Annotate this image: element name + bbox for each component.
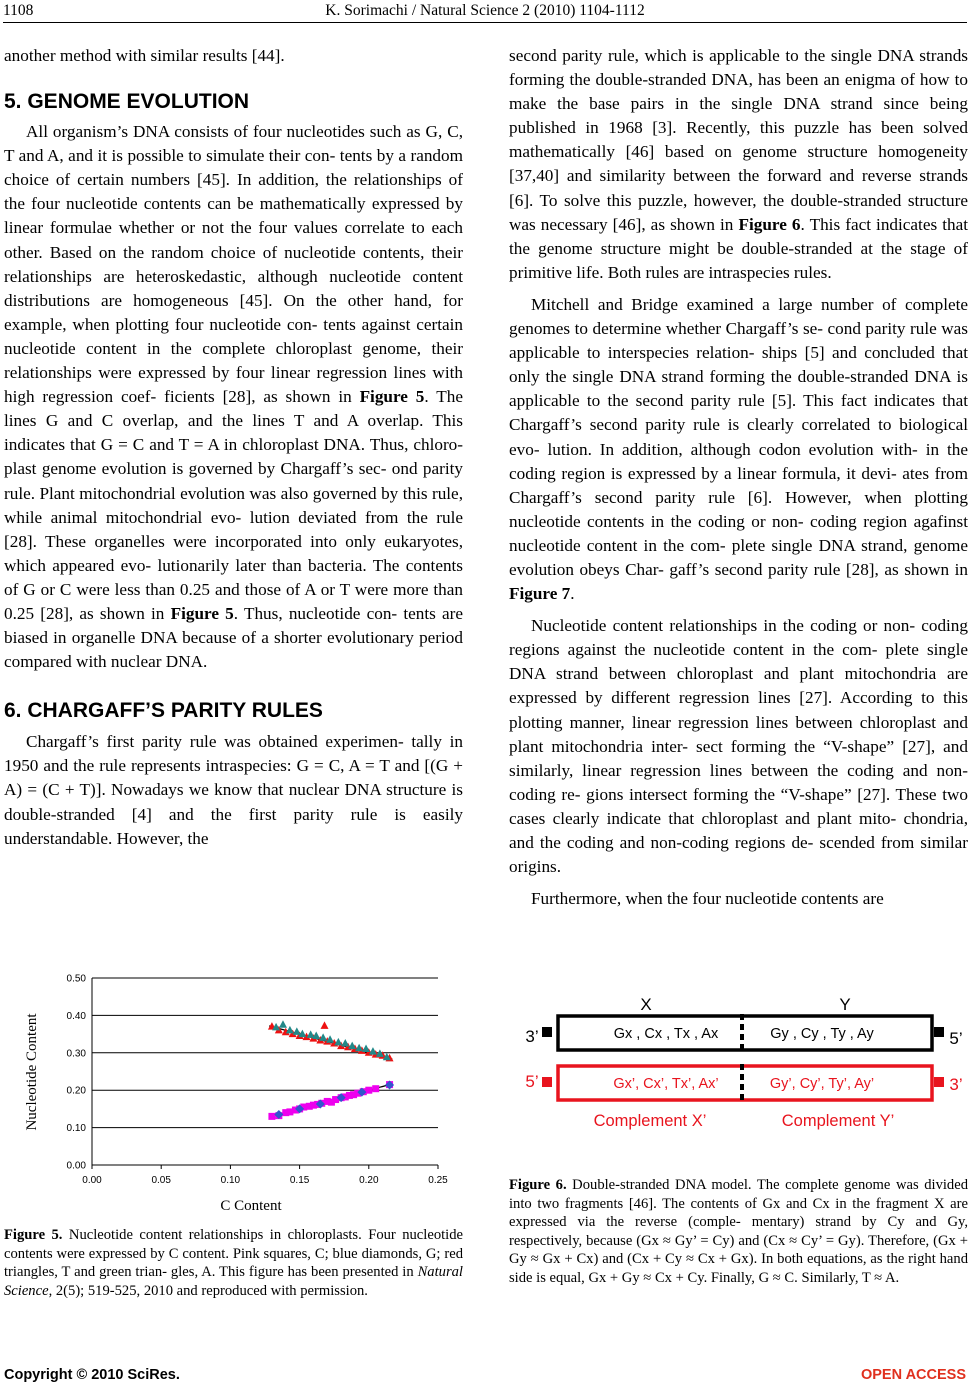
top-left-contents: Gx , Cx , Tx , Ax [613,1026,719,1042]
chart-y-axis-label: Nucleotide Content [24,1013,40,1131]
figure-5-ref[interactable]: Figure 5 [359,387,425,407]
chart-y-tick-label: 0.50 [66,973,86,985]
chart-y-tick-label: 0.00 [66,1160,86,1172]
paragraph-v-shape: Nucleotide content relationships in the coding or non- coding regions against the nucleotide content in the com- plete single DNA strand between chloroplast and plant mitochondria are expressed by different regression lines [27]. According to this plotting manner, linear regression lines between chloroplast and plant mitochondria inter- sect forming the “V-shape” [27], and similarly, linear regression lines between the coding and non-coding re- gions intersect forming the “V-shape” [27]. These two cases clearly indicate that chloroplast and plant mito- chondria, and the coding and non-coding regions de- scended from similar origins. [509,616,968,877]
chart-point-square [268,1113,275,1120]
top-left-end-label: 3’ [525,1027,539,1046]
chart-point-triangle [286,1026,294,1034]
bottom-right-contents: Gy’, Cy’, Ty’, Ay’ [769,1076,875,1092]
top-left-end-marker [542,1027,552,1037]
figure-7-ref[interactable]: Figure 7 [509,584,571,604]
chart-point-triangle [321,1021,329,1028]
chart-x-tick-label: 0.10 [220,1175,241,1186]
running-header [0,2,970,22]
open-access-badge: OPEN ACCESS [860,1367,966,1383]
top-right-end-marker [934,1027,944,1037]
bottom-left-contents: Gx’, Cx’, Tx’, Ax’ [613,1076,719,1092]
paragraph-genome-evolution: All organism’s DNA consists of four nucleotides such as G, C, T and A, and it is possible to simulate their con- tents by a random choice of certain numbers [45]. In addition, the relationships of the four nucleotide contents can be mathematically expressed by linear formulae whether or not the four values correlate to each other. Based on the random choice of nucleotide contents, their relationships are heteroskedastic, although nucleotide content distributions are homogeneous [45]. On the other hand, for example, when plotting four nucleotide con- tents against certain nucleotide content in the complete chloroplast genome, their relationships were expressed by four linear regression lines with high regression coef- ficients [28], as shown in Figure 5. The lines G and C overlap, and the lines T and A overlap. This indicates that G = C and T = A in chloroplast DNA. Thus, chloro- plast genome evolution is governed by Chargaff’s sec- ond parity rule. Plant mitochondrial evolution was also governed by this rule, while animal mitochondrial evo- lution deviated from the rule [28]. These organelles were incorporated into only eukaryotes, which appeared evo- lutionarily later than bacteria. The contents of G or C were less than 0.25 and those of A or T were more than 0.25 [28], as shown in Figure 5. Thus, nucleotide con- tents are biased in organelle DNA because of a shorter evolutionary period compared with nuclear DNA. [4,122,463,672]
bottom-right-end-label: 3’ [949,1075,963,1094]
chart-point-square [365,1087,372,1094]
figure-5-ref[interactable]: Figure 5 [170,603,234,623]
page-footer [0,1367,970,1387]
chart-x-tick-label: 0.00 [82,1175,102,1186]
chart-x-axis-label: C Content [220,1198,282,1214]
bottom-left-end-label: 5’ [525,1072,539,1091]
chart-y-tick-label: 0.40 [66,1010,86,1022]
figure-6-caption: Figure 6. Double-stranded DNA model. The complete genome was divided into two fragments [46]. The contents of Gx and Cx in the fragment X are expressed via the reverse (comple- mentary) strand by Cy and Gy, respectively, because (Gx ≈ Gy’ = Cy) and (Cx ≈ Cy’ = Gy). Therefore, (Gx + Gy ≈ Gx + Cx) and (Cx + Cy ≈ Cx + Gx). In both equations, as the right hand side is equal, Gx + Gy ≈ Cx + Cy. Finally, G ≈ C. Similarly, T ≈ A. [509,1177,969,1286]
label-y: Y [839,995,851,1014]
right-column [509,44,968,911]
chart-point-triangle [362,1045,370,1053]
top-right-contents: Gy , Cy , Ty , Ay [770,1026,874,1042]
figure-5-chart [10,968,465,1218]
left-column [4,44,463,851]
paragraph-chargaff: Chargaff’s first parity rule was obtained experimen- tally in 1950 and the rule represents intraspecies: G = C, A = T and [(G + A) = (C + T)]. Nowadays we know that nuclear DNA structure is double-stranded [4] and the first parity rule is easily understandable. However, the [4,732,463,848]
paragraph-furthermore: Furthermore, when the four nucleotide contents are [531,889,884,909]
label-x: X [640,995,652,1014]
chart-point-triangle [293,1027,301,1035]
chart-x-tick-label: 0.25 [428,1175,448,1186]
bottom-right-end-marker [934,1077,944,1087]
chart-x-tick-label: 0.20 [359,1175,379,1186]
heading-genome-evolution: 5. GENOME EVOLUTION [4,90,250,114]
chart-point-triangle [279,1020,287,1028]
figure-6-ref[interactable]: Figure 6 [738,214,801,234]
left-intro-text: another method with similar results [44]. [4,46,285,65]
chart-y-tick-label: 0.20 [66,1085,86,1097]
paragraph-mitchell-bridge: Mitchell and Bridge examined a large number of complete genomes to determine whether Chargaff’s se- cond parity rule was applicable to interspecies relation- ships [5] and concluded that only the single DNA strand forming the double-stranded DNA is applicable to the second parity rule [5]. This fact indicates that Chargaff’s second parity rule is clearly correlated to biological evo- lution. In addition, although codon evolution with- in the coding region is expressed by a linear formula, it devi- ates from Chargaff’s second parity rule [6]. However, when plotting nucleotide contents in the coding or non- coding region agafinst nucleotide content in the com- plete single DNA strand, genome evolution obeys Char- gaff’s second parity rule [28], as shown in Figure 7. [509,294,968,604]
chart-point-triangle [341,1039,349,1047]
complement-y-label: Complement Y’ [781,1112,895,1130]
chart-point-square [372,1085,379,1092]
chart-x-tick-label: 0.05 [151,1175,171,1186]
top-right-end-label: 5’ [949,1029,963,1048]
running-title: K. Sorimachi / Natural Science 2 (2010) 1104-1112 [325,2,645,19]
page-number: 1108 [3,2,34,19]
paragraph-second-parity: second parity rule, which is applicable to the single DNA strands forming the double-stranded DNA, has been an enigma of how to make the base pairs in the single DNA strand since being published in 1968 [3]. Recently, this puzzle has been solved mathematically [46] based on genome structure homogeneity [37,40] and similarity between the forward and reverse strands [6]. To solve this puzzle, however, the double-stranded structure was necessary [46], as shown in Figure 6. This fact indicates that the genome structure might be double-stranded at the stage of primitive life. Both rules are intraspecies rules. [509,46,968,282]
chart-y-tick-label: 0.10 [66,1123,86,1135]
figure-5-caption: Figure 5. Nucleotide content relationships in chloroplasts. Four nucleotide contents were expressed by C content. Pink squares, C; blue diamonds, G; red triangles, T and green trian- gles, A. This figure has been presented in Natural Science, 2(5); 519-525, 2010 and reproduced with permission. [4,1227,463,1299]
chart-x-tick-label: 0.15 [289,1175,310,1186]
heading-chargaff-parity-rules: 6. CHARGAFF’S PARITY RULES [4,699,323,723]
complement-x-label: Complement X’ [593,1112,707,1130]
copyright-notice: Copyright © 2010 SciRes. [4,1367,180,1383]
header-rule [3,22,967,23]
bottom-left-end-marker [542,1077,552,1087]
chart-y-tick-label: 0.30 [66,1048,86,1060]
figure-6-diagram [515,986,967,1166]
